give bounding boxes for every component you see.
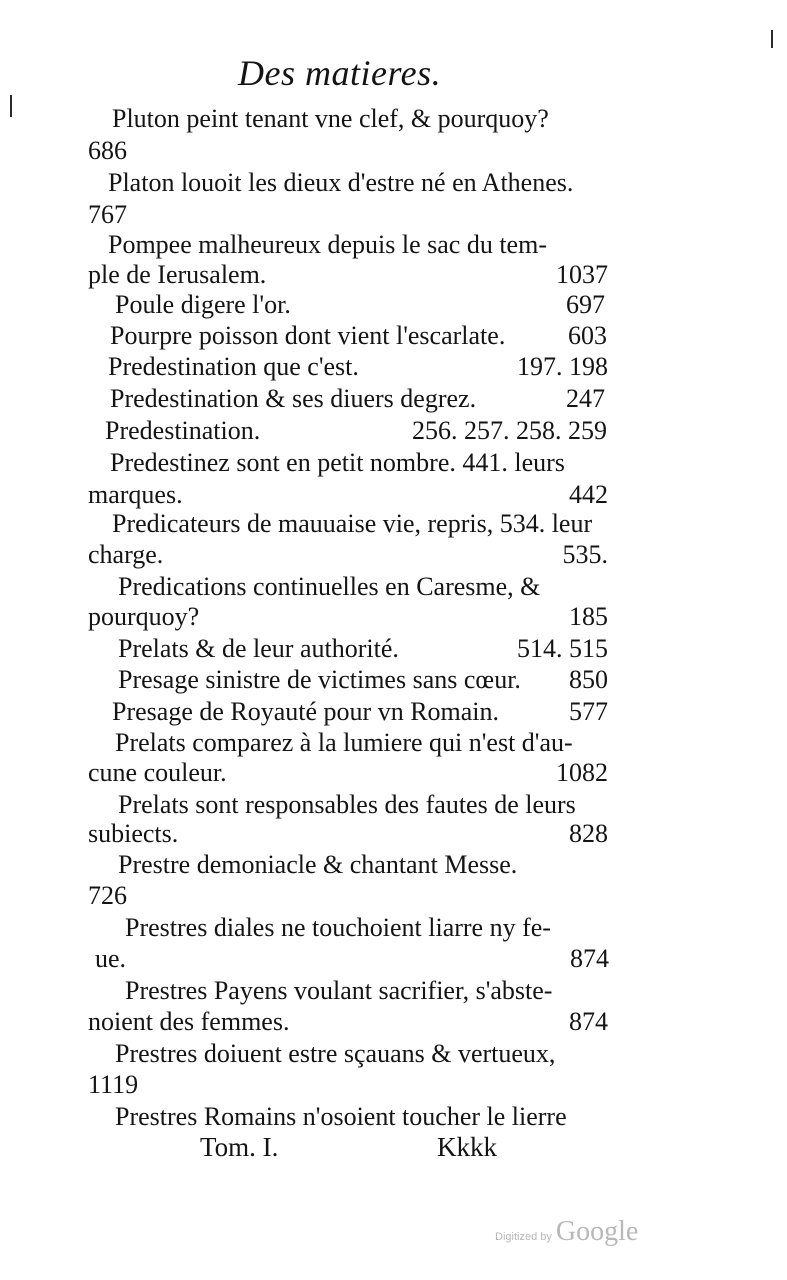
page-header: Des matieres. — [238, 53, 442, 93]
margin-mark-right — [771, 30, 773, 48]
index-line: Pourpre poisson dont vient l'escarlate. 603 — [110, 321, 607, 350]
index-line: Presage sinistre de victimes sans cœur. 850 — [118, 665, 608, 694]
index-line: Platon louoit les dieux d'estre né en Athenes. — [108, 168, 574, 197]
index-line: ple de Ierusalem. 1037 — [88, 260, 608, 289]
index-line: noient des femmes. 874 — [88, 1007, 608, 1036]
index-line: marques. 442 — [88, 480, 608, 509]
index-line: Prelats sont responsables des fautes de leurs — [118, 790, 576, 819]
index-line: ue. 874 — [95, 944, 609, 973]
index-line: pourquoy? 185 — [88, 602, 608, 631]
index-line: Presage de Royauté pour vn Romain. 577 — [112, 697, 608, 726]
index-line: Predestinez sont en petit nombre. 441. leurs — [110, 448, 565, 477]
index-line: Prestres Payens voulant sacrifier, s'abste- — [125, 976, 553, 1005]
margin-mark-left — [10, 95, 12, 117]
index-line: Prelats & de leur authorité. 514. 515 — [118, 634, 608, 663]
index-line: Prestre demoniacle & chantant Messe. — [118, 850, 518, 879]
index-line: Poule digere l'or. 697 — [115, 290, 605, 319]
signature-mark: Kkkk — [437, 1132, 497, 1162]
index-line: charge. 535. — [88, 540, 608, 569]
digitized-watermark — [495, 1216, 638, 1248]
index-line: 1119 — [88, 1070, 139, 1099]
index-line: Prestres doiuent estre sçauans & vertueux, — [115, 1039, 556, 1068]
index-line: Predestination & ses diuers degrez. 247 — [110, 384, 605, 413]
index-line: Prelats comparez à la lumiere qui n'est d'au- — [115, 728, 573, 757]
index-line: 686 — [88, 136, 127, 165]
watermark-prefix: Digitized by — [495, 1231, 552, 1243]
index-line: Pluton peint tenant vne clef, & pourquoy? — [112, 104, 549, 133]
index-line: subiects. 828 — [88, 819, 608, 848]
index-line: cune couleur. 1082 — [88, 758, 608, 787]
index-line: Prestres Romains n'osoient toucher le lierre — [115, 1102, 567, 1131]
index-line: Predestination. 256. 257. 258. 259 — [105, 416, 607, 445]
volume-label: Tom. I. — [200, 1132, 279, 1162]
index-line: 767 — [88, 200, 127, 229]
watermark-brand: Google — [555, 1216, 639, 1247]
index-line: Prestres diales ne touchoient liarre ny fe- — [125, 913, 551, 942]
index-line: Predications continuelles en Caresme, & — [118, 572, 541, 601]
index-line: Pompee malheureux depuis le sac du tem- — [108, 230, 547, 259]
index-line: 726 — [88, 881, 127, 910]
index-line: Predestination que c'est. 197. 198 — [108, 352, 608, 381]
index-line: Predicateurs de mauuaise vie, repris, 534. leur — [112, 509, 593, 538]
